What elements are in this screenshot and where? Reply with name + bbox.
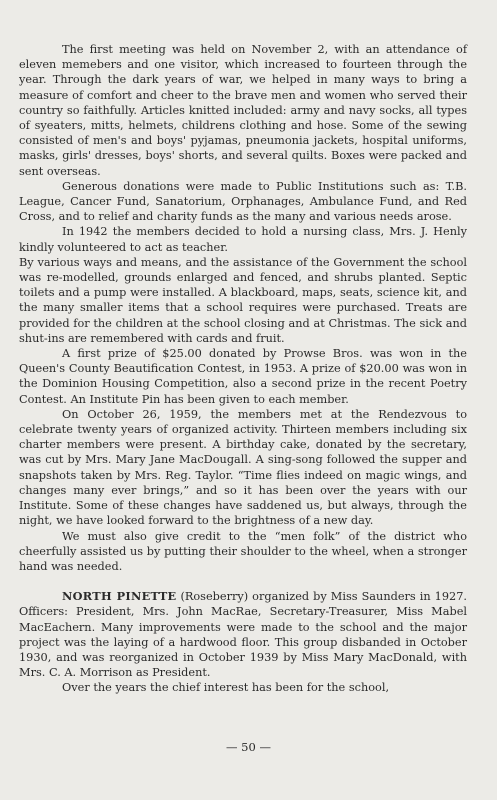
section-intro: (Roseberry) organized by Miss Saunders in 1927. Officers: President, Mrs. John MacRae, Secretary-Treasurer, Miss Mabel MacEachern. Many improvements were made to the school and the major project was the laying of a hardwood floor. This group disbanded in October 1930, and was reorganized in October 1939 by Miss Mary MacDonald, with Mrs. C. A. Morrison as President.: [19, 590, 467, 680]
paragraph-donations: Generous donations were made to Public Institutions such as: T.B. League, Cancer Fund, Sanatorium, Orphanages, Ambulance Fund, and Red Cross, and to relief and charity funds as the many and various needs arose.: [19, 179, 467, 224]
page-number: — 50 —: [226, 740, 271, 754]
paragraph-first-meeting: The first meeting was held on November 2, with an attendance of eleven memebers and one visitor, which increased to fourteen through the year. Through the dark years of war, we helped in many ways to bring a measure of comfort and cheer to the brave men and women who served their country so faithfully. Articles knitted included: army and navy socks, all types of syeaters, mitts, helmets, childrens clothing and hose. Some of the sewing consisted of men's and boys' pyjamas, pneumonia jackets, hospital uniforms, masks, girls' dresses, boys' shorts, and several quilts. Boxes were packed and sent overseas.: [19, 43, 467, 178]
section-heading: NORTH PINETTE: [62, 589, 177, 604]
paragraph-prizes: A first prize of $25.00 donated by Prowse Bros. was won in the Queen's County Beautification Contest, in 1953. A prize of $20.00 was won in the Dominion Housing Competition, also a second prize in the recent Poetry Contest. An Institute Pin has been given to each member.: [19, 347, 467, 406]
paragraph-school-improvements: By various ways and means, and the assistance of the Government the school was re-modelled, grounds enlarged and fenced, and shrubs planted. Septic toilets and a pump were installed. A blackboard, maps, seats, science kit, and the many smaller items that a school requires were purchased. Treats are provided for the children at the school closing and at Christmas. The sick and shut-ins are remembered with cards and fruit.: [19, 255, 467, 345]
paragraph-school-interest: Over the years the chief interest has been for the school,: [62, 681, 390, 695]
section-north-pinette: [19, 589, 467, 680]
paragraph-men-folk: We must also give credit to the “men folk” of the district who cheerfully assisted us by putting their shoulder to the wheel, when a stronger hand was needed.: [19, 529, 467, 573]
paragraph-nursing-class: In 1942 the members decided to hold a nursing class, Mrs. J. Henly kindly volunteered to act as teacher.: [19, 225, 467, 254]
paragraph-anniversary: On October 26, 1959, the members met at the Rendezvous to celebrate twenty years of organized activity. Thirteen members including six charter members were present. A birthday cake, donated by the secretary, was cut by Mrs. Mary Jane MacDougall. A sing-song followed the supper and snapshots taken by Mrs. Reg. Taylor. “Time flies indeed on magic wings, and changes many ever brings,” and so it has been over the years with our Institute. Some of these changes have saddened us, but always, through the night, we have looked forward to the brightness of a new day.: [19, 407, 467, 528]
